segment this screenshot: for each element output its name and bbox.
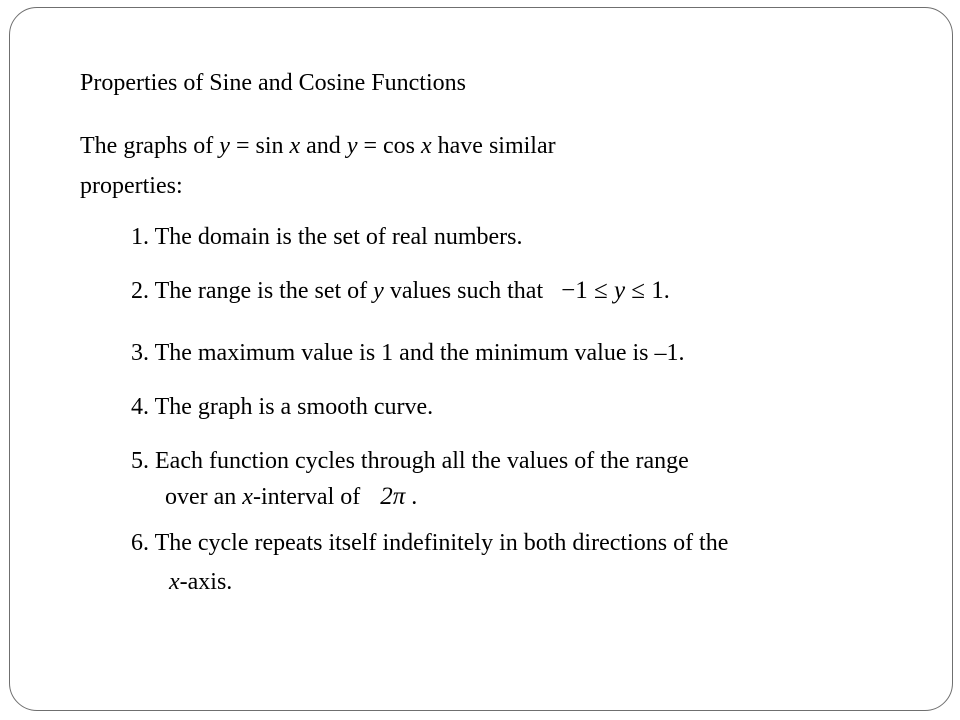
intro-text-line-1 xyxy=(80,131,556,161)
intro-segment: The graphs of xyxy=(80,133,220,159)
item-segment: . xyxy=(663,278,670,304)
item-segment: . xyxy=(405,484,418,510)
intro-segment: and xyxy=(300,133,347,159)
two-pi-expression: 2π xyxy=(380,483,406,510)
property-item-5-line-1: 5. Each function cycles through all the values of the range xyxy=(131,448,689,474)
intro-var-y: y xyxy=(346,133,358,159)
item-var-y: y xyxy=(373,278,384,304)
slide-title: Properties of Sine and Cosine Functions xyxy=(80,70,466,96)
item-segment: over an xyxy=(165,484,243,510)
intro-var-y: y xyxy=(219,133,230,159)
property-item-5-line-2 xyxy=(165,482,417,512)
range-inequality xyxy=(561,277,664,304)
property-item-6-line-1: 6. The cycle repeats itself indefinitely in both directions of the xyxy=(131,530,729,556)
property-item-1: 1. The domain is the set of real numbers. xyxy=(131,224,523,250)
math-var-y: y xyxy=(613,277,626,304)
item-segment: values such that xyxy=(383,278,550,304)
item-segment: -axis. xyxy=(179,569,233,595)
property-item-2 xyxy=(131,276,670,306)
intro-var-x: x xyxy=(421,133,432,159)
item-segment: 2. The range is the set of xyxy=(131,278,374,304)
item-segment: -interval of xyxy=(252,484,367,510)
math-segment: ≤ 1 xyxy=(625,277,664,304)
item-var-x: x xyxy=(242,484,253,510)
intro-segment: = sin xyxy=(229,133,290,159)
property-item-3: 3. The maximum value is 1 and the minimum value is –1. xyxy=(131,340,685,366)
math-segment: −1 ≤ xyxy=(561,277,614,304)
intro-segment: = cos xyxy=(357,133,421,159)
property-item-6-line-2 xyxy=(169,567,232,597)
item-var-x: x xyxy=(169,569,180,595)
intro-segment: have similar xyxy=(431,133,556,159)
intro-text-line-2: properties: xyxy=(80,173,183,199)
property-item-4: 4. The graph is a smooth curve. xyxy=(131,394,434,420)
intro-var-x: x xyxy=(289,133,301,159)
